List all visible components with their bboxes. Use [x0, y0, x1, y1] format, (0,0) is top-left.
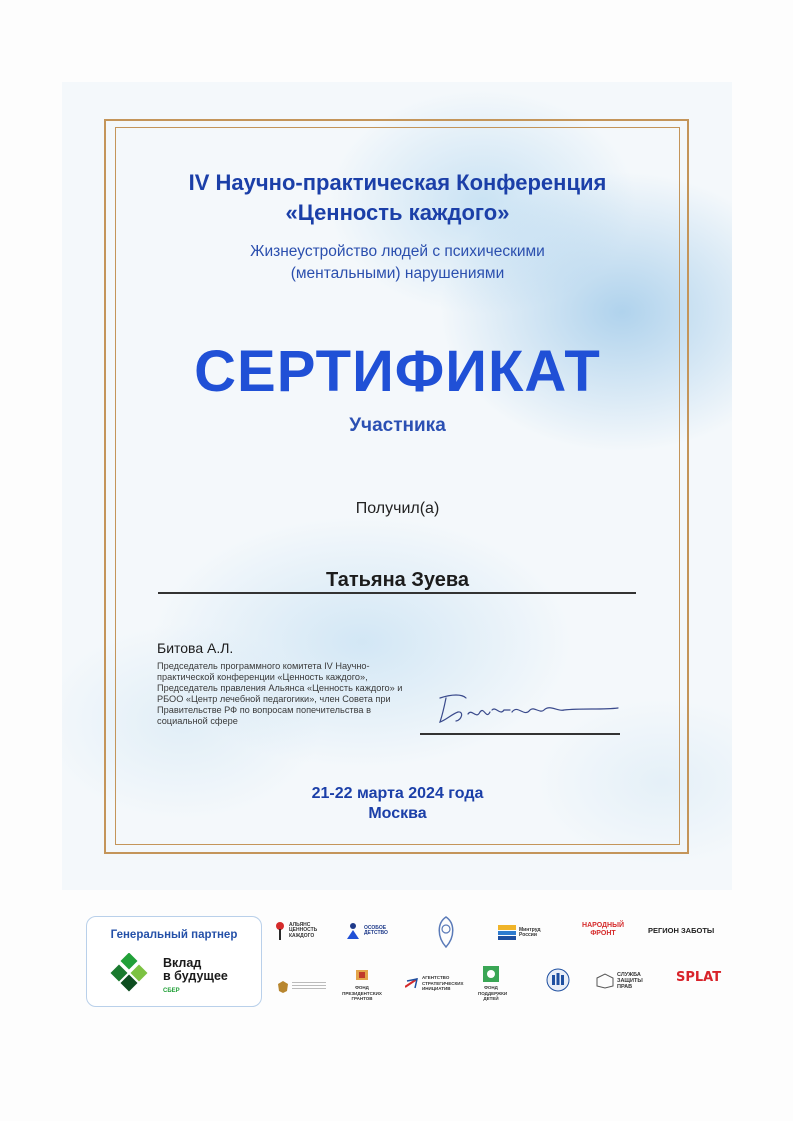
emblem-icon [433, 915, 459, 949]
fond-grantov-logo: ФОНД ПРЕЗИДЕНТСКИХ ГРАНТОВ [340, 968, 384, 1002]
osoboe-detstvo-logo: ОСОБОЕ ДЕТСТВО [345, 922, 404, 940]
sber-small-label: СБЕР [163, 988, 180, 994]
conference-subtitle-line2: (ментальными) нарушениями [290, 265, 505, 282]
asi-logo: АГЕНТСТВО СТРАТЕГИЧЕСКИХ ИНИЦИАТИВ [405, 975, 466, 992]
box-icon [596, 973, 614, 989]
mintrud-icon [498, 925, 516, 941]
handwritten-signature [432, 690, 622, 730]
event-city: Москва [368, 805, 427, 822]
recipient-name: Татьяна Зуева [325, 569, 470, 591]
conference-subtitle-line1: Жизнеустройство людей с психическими [250, 243, 545, 260]
received-label: Получил(а) [355, 500, 440, 517]
fond-detey-icon [483, 966, 499, 982]
ministry-text-lines [292, 982, 326, 990]
signature-line [420, 733, 620, 735]
certificate-heading: СЕРТИФИКАТ [194, 339, 601, 404]
splat-logo: SPLAT [676, 970, 722, 985]
people-circle-icon [546, 968, 570, 992]
sber-logo-icon [109, 953, 149, 993]
general-partner-card [86, 916, 262, 1007]
signer-name: Битова А.Л. [157, 640, 234, 656]
certificate-frame-inner [115, 127, 680, 845]
recipient-underline [158, 592, 636, 594]
child-figure-icon [345, 922, 361, 940]
coat-of-arms-icon [277, 980, 289, 994]
narodny-front-logo: НАРОДНЫЙ ФРОНТ [582, 922, 624, 937]
event-date: 21-22 марта 2024 года [311, 785, 484, 802]
general-partner-name-line1: Вклад [163, 956, 202, 970]
conference-name: «Ценность каждого» [285, 200, 510, 225]
grants-icon [354, 968, 370, 982]
conference-title: IV Научно-практическая Конференция [188, 170, 607, 195]
signer-role: Председатель программного комитета IV Научно-практической конференции «Ценность каждого», Председатель правления Альянса «Ценность каждого» и РБОО «Центр лечебной педагогики», член Совета при Правительстве РФ по вопросам попечительства в социальной сфере [157, 661, 403, 726]
region-zaboty-logo: РЕГИОН ЗАБОТЫ [648, 926, 715, 935]
certificate-type: Участника [349, 415, 446, 436]
general-partner-name-line2: в будущее [163, 969, 228, 983]
mintrud-logo: Минтруд России [498, 925, 549, 941]
sluzhba-logo: СЛУЖБА ЗАЩИТЫ ПРАВ [596, 972, 651, 990]
flower-icon [274, 921, 286, 941]
general-partner-label: Генеральный партнер [110, 929, 238, 941]
asi-arrow-icon [405, 977, 419, 989]
fond-detey-logo: ФОНД ПОДДЕРЖКИ ДЕТЕЙ [478, 966, 504, 1002]
alliance-logo: АЛЬЯНС ЦЕННОСТЬ КАЖДОГО [274, 921, 325, 941]
